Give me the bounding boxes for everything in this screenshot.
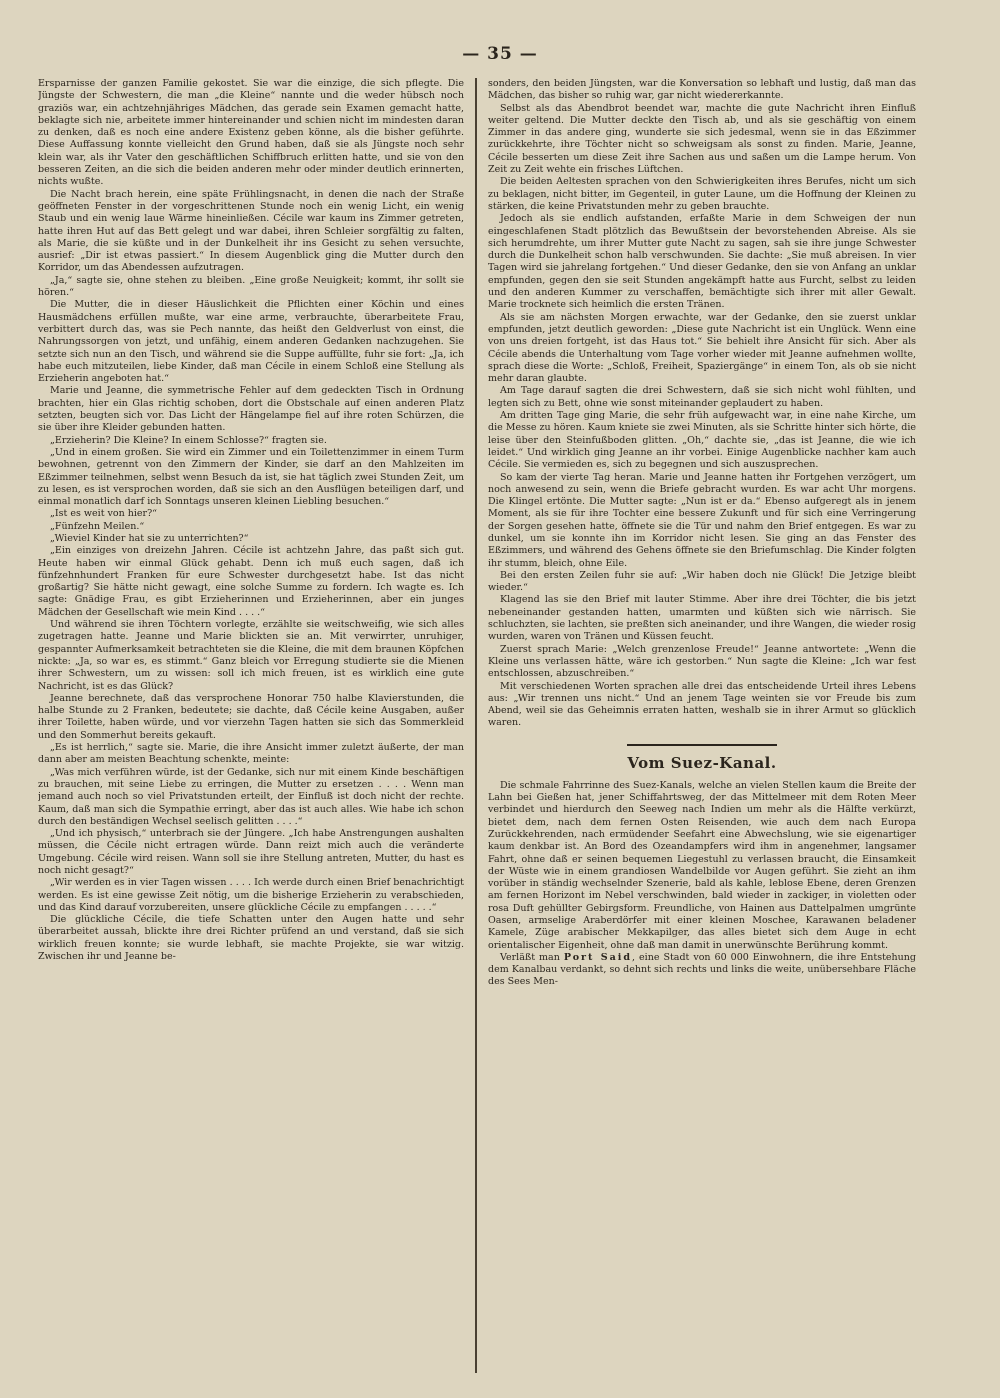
page-number: — 35 — — [462, 44, 538, 64]
paragraph: Marie und Jeanne, die symmetrische Fehler auf dem gedeckten Tisch in Ordnung brachten, hier ein Glas richtig schoben, dort die Obstschale auf einen anderen Platz setzten, beugten sich vor. Das Licht der Hängelampe fiel auf ihre roten Schürzen, die sie über ihre Kleider gebunden hatten. — [38, 385, 464, 434]
paragraph: Jedoch als sie endlich aufstanden, erfaßte Marie in dem Schweigen der nun eingeschlafenen Stadt plötzlich das Bewußtsein der bevorstehenden Abreise. Als sie sich herumdrehte, um ihrer Mutter gute Nacht zu sagen, sah sie ihre junge Schwester durch die Dunkelheit schon halb verschwunden. Sie dachte: „Sie muß abreisen. In vier Tagen wird sie jahrelang fortgehen.“ Und dieser Gedanke, den sie von Anfang an unklar empfunden, gegen den sie seit Stunden angekämpft hatte aus Furcht, selbst zu leiden und den anderen Kummer zu verschaffen, bemächtigte sich ihrer mit aller Gewalt. Marie trocknete sich heimlich die ersten Tränen. — [488, 213, 916, 311]
paragraph: Die Nacht brach herein, eine späte Frühlingsnacht, in denen die nach der Straße geöffneten Fenster in der vorgeschrittenen Stunde noch ein wenig Licht, ein wenig Staub und ein wenig laue Wärme hineinließen. Cécile war kaum ins Zimmer getreten, hatte ihren Hut auf das Bett gelegt und war dabei, ihren Schleier sorgfältig zu falten, als Marie, die sie küßte und in der Dunkelheit ihr ins Gesicht zu sehen versuchte, ausrief: „Dir ist etwas passiert.“ In diesem Augenblick ging die Mutter durch den Korridor, um das Abendessen aufzutragen. — [38, 188, 464, 274]
paragraph: Am dritten Tage ging Marie, die sehr früh aufgewacht war, in eine nahe Kirche, um die Messe zu hören. Kaum kniete sie zwei Minuten, als sie Schritte hinter sich hörte, die leise über den Steinfußboden glitten. „Oh,“ dachte sie, „das ist Jeanne, die wie ich leidet.“ Und wirklich ging Jeanne an ihr vorbei. Einige Augenblicke nachher kam auch Cécile. Sie vermieden es, sich zu begegnen und sich auszusprechen. — [488, 410, 916, 471]
place-name: Port Said — [563, 951, 633, 963]
paragraph: „Ja,“ sagte sie, ohne stehen zu bleiben. „Eine große Neuigkeit; kommt, ihr sollt sie hören.“ — [38, 274, 464, 299]
paragraph: „Fünfzehn Meilen.“ — [50, 520, 145, 532]
left-column — [38, 78, 464, 1378]
paragraph: So kam der vierte Tag heran. Marie und Jeanne hatten ihr Fortgehen verzögert, um noch anwesend zu sein, wenn die Briefe gebracht wurden. Es war acht Uhr morgens. Die Klingel ertönte. Die Mutter sagte: „Nun ist er da.“ Ebenso aufgeregt als in jenem Moment, als sie für ihre Tochter eine bessere Zukunft und für sich eine Verringerung der Sorgen gesehen hatte, öffnete sie die Tür und nahm den Brief entgegen. Es war zu dunkel, um sie konnte ihn im Korridor nicht lesen. Sie ging an das Fenster des Eßzimmers, und während des Gehens öffnete sie den Briefumschlag. Die Kinder folgten ihr stumm, bleich, ohne Eile. — [488, 471, 916, 569]
paragraph: Die schmale Fahrrinne des Suez-Kanals, welche an vielen Stellen kaum die Breite der Lahn bei Gießen hat, jener Schiffahrtsweg, der das Mittelmeer mit dem Roten Meer verbindet und hierdurch den Seeweg nach Indien um mehr als die Hälfte verkürzt, bietet dem, nach dem fernen Osten Reisenden, wie auch dem nach Europa Zurückkehrenden, nach ermüdender Seefahrt eine Abwechslung, wie sie eigenartiger kaum denkbar ist. An Bord des Ozeandampfers wird ihm in angenehmer, langsamer Fahrt, ohne daß er seinen bequemen Liegestuhl zu verlassen braucht, die Einsamkeit der Wüste wie in einem grandiosen Wandelbilde vor Augen geführt. Sie zieht an ihm vorüber in ständig wechselnder Szenerie, bald als kahle, leblose Ebene, deren Grenzen am fernen Horizont im Nebel verschwinden, bald wieder in zackiger, in violetten oder rosa Duft gehüllter Gebirgsform. Freundliche, von Hainen aus Dattelpalmen umgrünte Oasen, armselige Araberdörfer mit einer kleinen Moschee, Karawanen beladener Kamele, Züge arabischer Mekkapilger, das alles bietet sich dem Auge in echt orientalischer Eigenheit, ohne daß man damit in unerwünschte Berührung kommt. — [488, 779, 916, 951]
paragraph: Die Mutter, die in dieser Häuslichkeit die Pflichten einer Köchin und eines Hausmädchens erfüllen mußte, war eine arme, verbrauchte, überarbeitete Frau, verbittert durch das, was sie Pech nannte, das heißt den Geldverlust von einst, die Nahrungssorgen von jetzt, und unfähig, einem anderen Gedanken nachzugehen. Sie setzte sich nun an den Tisch, und während sie die Suppe auffüllte, fuhr sie fort: „Ja, ich habe euch mitzuteilen, liebe Kinder, daß man Cécile in einem Schloß eine Stellung als Erzieherin angeboten hat.“ — [38, 299, 464, 385]
paragraph: „Und in einem großen. Sie wird ein Zimmer und ein Toilettenzimmer in einem Turm bewohnen, getrennt von den Zimmern der Kinder, sie darf an den Mahlzeiten im Eßzimmer teilnehmen, selbst wenn Besuch da ist, sie hat täglich zwei Stunden Zeit, um zu lesen, es ist versprochen worden, daß sie sich an den Ausflügen beteiligen darf, und einmal monatlich darf ich Sonntags unseren kleinen Liebling besuchen.“ — [38, 446, 464, 508]
paragraph: „Ist es weit von hier?“ — [50, 508, 158, 520]
paragraph: „Es ist herrlich,“ sagte sie. Marie, die ihre Ansicht immer zuletzt äußerte, der man dann aber am meisten Beachtung schenkte, meinte: — [38, 742, 464, 766]
paragraph: Jeanne berechnete, daß das versprochene Honorar 750 halbe Klavierstunden, die halbe Stunde zu 2 Franken, bedeutete; sie dachte, daß Cécile keine Ausgaben, außer ihrer Toilette, haben würde, und vor vierzehn Tagen hatten sie sich das Sommerkleid und den Sommerhut bereits gekauft. — [38, 692, 464, 741]
paragraph-lead: Verläßt man — [500, 951, 564, 963]
paragraph: „Und ich physisch,“ unterbrach sie der Jüngere. „Ich habe Anstrengungen aushalten müssen, die Cécile nicht ertragen würde. Dann reizt mich auch die veränderte Umgebung. Cécile wird reisen. Wann soll sie ihre Stellung antreten, Mutter, du hast es noch nicht gesagt?“ — [38, 828, 464, 876]
paragraph: Selbst als das Abendbrot beendet war, machte die gute Nachricht ihren Einfluß weiter geltend. Die Mutter deckte den Tisch ab, und als sie geschäftig von einem Zimmer in das andere ging, wunderte sie sich jedesmal, wenn sie in das Eßzimmer zurückkehrte, ihre Töchter nicht so schweigsam als sonst zu finden. Marie, Jeanne, Cécile besserten um diese Zeit ihre Sachen aus und saßen um die Lampe herum. Von Zeit zu Zeit wehte ein frisches Lüftchen. — [488, 102, 916, 176]
paragraph: Klagend las sie den Brief mit lauter Stimme. Aber ihre drei Töchter, die bis jetzt nebeneinander gestanden hatten, umarmten und küßten sich wie närrisch. Sie schluchzten, sie lachten, sie preßten sich aneinander, und ihre Wangen, die wieder rosig wurden, waren von Tränen und Küssen feucht. — [488, 594, 916, 643]
paragraph: Als sie am nächsten Morgen erwachte, war der Gedanke, den sie zuerst unklar empfunden, jetzt deutlich geworden: „Diese gute Nachricht ist ein Unglück. Wenn eine von uns dreien fortgeht, ist das Haus tot.“ Sie behielt ihre Ansicht für sich. Aber als Cécile abends die Unterhaltung vom Tage vorher wieder mit Jeanne aufnehmen wollte, sprach diese die Worte: „Schloß, Freiheit, Spaziergänge“ in einem Ton, als ob sie nicht mehr daran glaubte. — [488, 311, 916, 385]
paragraph: „Was mich verführen würde, ist der Gedanke, sich nur mit einem Kinde beschäftigen zu brauchen, mit seine Liebe zu erringen, die Mutter zu ersetzen . . . . Wenn man jemand auch noch so viel Privatstunden erteilt, der Einfluß ist doch nicht der rechte. Kaum, daß man sich die Sympathie erringt, aber das ist auch alles. Wie habe ich schon durch den beständigen Wechsel seelisch gelitten . . . .“ — [38, 766, 464, 827]
paragraph: „Erzieherin? Die Kleine? In einem Schlosse?“ fragten sie. — [50, 434, 327, 446]
article-heading: Vom Suez-Kanal. — [627, 753, 777, 772]
section-divider — [627, 744, 777, 746]
paragraph: Mit verschiedenen Worten sprachen alle drei das entscheidende Urteil ihres Lebens aus: „Wir trennen uns nicht.“ Und an jenem Tage weinten sie vor Freude bis zum Abend, weil sie das Geheimnis erraten hatten, weshalb sie in ihrer Armut so glücklich waren. — [488, 680, 916, 729]
paragraph: Und während sie ihren Töchtern vorlegte, erzählte sie weitschweifig, wie sich alles zugetragen hatte. Jeanne und Marie blickten sie an. Mit verwirrter, unruhiger, gespannter Aufmerksamkeit betrachteten sie die Kleine, die mit dem braunen Köpfchen nickte: „Ja, so war es, es stimmt.“ Ganz bleich vor Erregung studierte sie die Mienen ihrer Schwestern, um zu wissen: soll ich mich freuen, ist es wirklich eine gute Nachricht, ist es das Glück? — [38, 619, 464, 692]
column-divider — [475, 78, 477, 1373]
paragraph: Bei den ersten Zeilen fuhr sie auf: „Wir haben doch nie Glück! Die Jetzige bleibt wieder.“ — [488, 569, 916, 594]
paragraph: Am Tage darauf sagten die drei Schwestern, daß sie sich nicht wohl fühlten, und legten sich zu Bett, ohne wie sonst miteinander geplaudert zu haben. — [488, 385, 916, 409]
paragraph-rest: , eine Stadt von 60 000 Einwohnern, die ihre Entstehung dem Kanalbau verdankt, so dehnt sich rechts und links die weite, unübersehbare Fläche des Sees Men- — [488, 951, 916, 988]
paragraph — [488, 952, 916, 989]
right-column — [488, 78, 916, 1378]
paragraph: sonders, den beiden Jüngsten, war die Konversation so lebhaft und lustig, daß man das Mädchen, das bisher so ruhig war, gar nicht wiedererkannte. — [488, 78, 916, 102]
paragraph: „Wieviel Kinder hat sie zu unterrichten?“ — [50, 532, 249, 544]
paragraph: Die beiden Aeltesten sprachen von den Schwierigkeiten ihres Berufes, nicht um sich zu beklagen, nicht bitter, im Gegenteil, in guter Laune, um die Hoffnung der Kleinen zu stärken, die keine Privatstunden mehr zu geben brauchte. — [488, 176, 916, 212]
paragraph: „Ein einziges von dreizehn Jahren. Cécile ist achtzehn Jahre, das paßt sich gut. Heute haben wir einmal Glück gehabt. Denn ich muß euch sagen, daß ich fünfzehnhundert Franken für eure Schwester durchgesetzt habe. Ist das nicht großartig? Sie hätte nicht gewagt, eine solche Summe zu fordern. Ich wagte es. Ich sagte: Gnädige Frau, es gibt Erzieherinnen und Erzieherinnen, aber ein junges Mädchen der Gesellschaft wie mein Kind . . . .“ — [38, 545, 464, 618]
paragraph: Die glückliche Cécile, die tiefe Schatten unter den Augen hatte und sehr überarbeitet aussah, blickte ihre drei Richter prüfend an und verstand, daß sie sich wirklich freuen konnte; sie wurde lebhaft, sie machte Projekte, sie war witzig. Zwischen ihr und Jeanne be- — [38, 914, 464, 963]
paragraph: Zuerst sprach Marie: „Welch grenzenlose Freude!“ Jeanne antwortete: „Wenn die Kleine uns verlassen hätte, wäre ich gestorben.“ Nun sagte die Kleine: „Ich war fest entschlossen, abzuschreiben.“ — [488, 643, 916, 680]
paragraph: Ersparnisse der ganzen Familie gekostet. Sie war die einzige, die sich pflegte. Die Jüngste der Schwestern, die man „die Kleine“ nannte und die weder hübsch noch graziös war, ein achtzehnjähriges Mädchen, das gerade sein Examen gemacht hatte, beklagte sich nie, arbeitete immer hintereinander und schien nicht im mindesten daran zu denken, daß es noch eine andere Existenz geben könne, als die bisher geführte. Diese Auffassung konnte vielleicht den Grund haben, daß sie als Jüngste noch sehr klein war, als ihr Vater den geschäftlichen Schiffbruch erlitten hatte, und sie von den besseren Zeiten, an die sich die beiden anderen mehr oder minder deutlich erinnerten, nichts wußte. — [38, 78, 464, 188]
paragraph: „Wir werden es in vier Tagen wissen . . . . Ich werde durch einen Brief benachrichtigt werden. Es ist eine gewisse Zeit nötig, um die bisherige Erzieherin zu verabschieden, und das Kind darauf vorzubereiten, unsere glückliche Cécile zu empfangen . . . . .“ — [38, 877, 464, 913]
